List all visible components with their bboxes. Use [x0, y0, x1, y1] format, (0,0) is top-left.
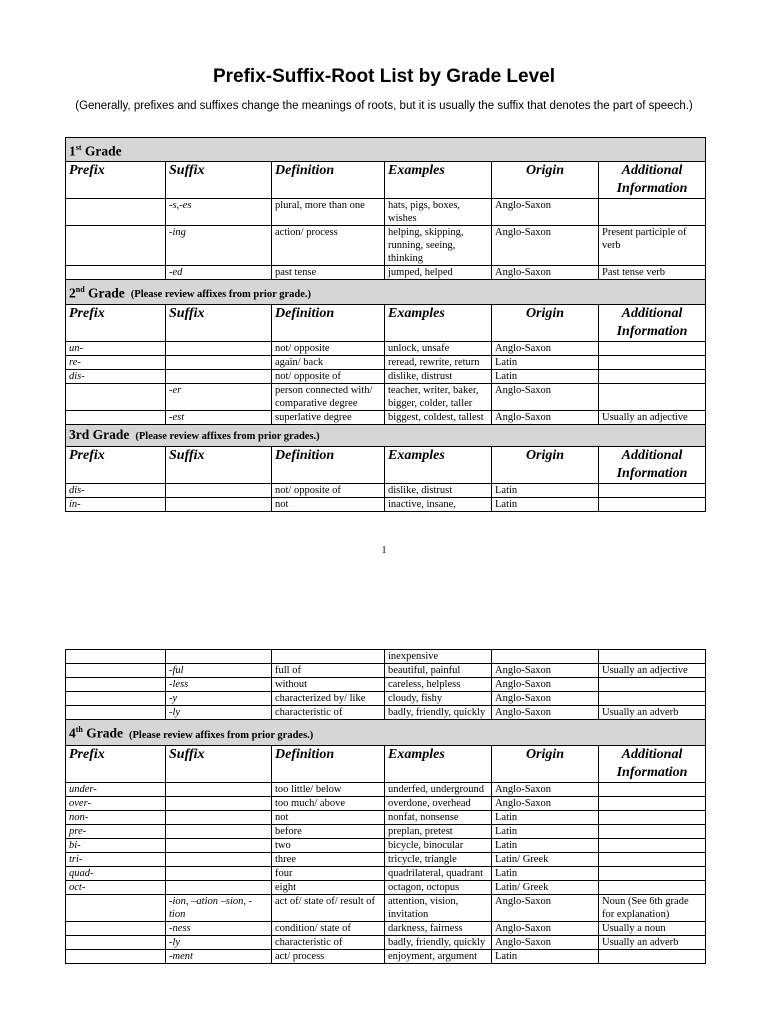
cell-examples: attention, vision, invitation	[385, 894, 492, 921]
header-prefix: Prefix	[66, 161, 166, 198]
cell-definition: eight	[272, 880, 385, 894]
cell-examples: nonfat, nonsense	[385, 810, 492, 824]
header-examples: Examples	[385, 447, 492, 484]
table-row	[66, 342, 706, 356]
table-row	[66, 921, 706, 935]
cell-origin: Latin/ Greek	[492, 880, 599, 894]
cell-prefix: dis-	[66, 484, 166, 498]
cell-examples: preplan, pretest	[385, 824, 492, 838]
cell-additional-information	[599, 356, 706, 370]
cell-prefix	[66, 650, 166, 664]
table-row	[66, 935, 706, 949]
table-row	[66, 484, 706, 498]
cell-definition: not	[272, 810, 385, 824]
cell-additional-information	[599, 824, 706, 838]
cell-prefix	[66, 384, 166, 411]
cell-additional-information	[599, 342, 706, 356]
cell-definition: not/ opposite	[272, 342, 385, 356]
cell-additional-information	[599, 692, 706, 706]
grade-heading-row	[66, 425, 706, 447]
cell-examples: bicycle, binocular	[385, 838, 492, 852]
cell-origin: Anglo-Saxon	[492, 782, 599, 796]
cell-examples: octagon, octopus	[385, 880, 492, 894]
table-row	[66, 810, 706, 824]
cell-definition: too much/ above	[272, 796, 385, 810]
cell-origin: Anglo-Saxon	[492, 921, 599, 935]
table-row	[66, 838, 706, 852]
cell-examples: underfed, underground	[385, 782, 492, 796]
cell-additional-information: Usually an adjective	[599, 411, 706, 425]
cell-definition: before	[272, 824, 385, 838]
cell-suffix: -s,-es	[166, 198, 272, 225]
cell-origin: Anglo-Saxon	[492, 692, 599, 706]
table-row	[66, 782, 706, 796]
header-suffix: Suffix	[166, 745, 272, 782]
cell-prefix	[66, 198, 166, 225]
cell-origin: Latin	[492, 810, 599, 824]
header-definition: Definition	[272, 447, 385, 484]
table-row	[66, 852, 706, 866]
grade-note: (Please review affixes from prior grade.)	[130, 289, 311, 300]
header-examples: Examples	[385, 305, 492, 342]
grade-heading: 2nd Grade (Please review affixes from prior grade.)	[66, 279, 706, 305]
grade-heading-row	[66, 720, 706, 746]
cell-origin: Anglo-Saxon	[492, 198, 599, 225]
cell-definition: action/ process	[272, 225, 385, 265]
cell-definition: three	[272, 852, 385, 866]
column-header-row	[66, 161, 706, 198]
cell-origin: Anglo-Saxon	[492, 342, 599, 356]
cell-origin: Latin	[492, 824, 599, 838]
column-header-row	[66, 305, 706, 342]
table-row	[66, 706, 706, 720]
header-origin: Origin	[492, 161, 599, 198]
cell-origin: Latin	[492, 484, 599, 498]
cell-prefix: re-	[66, 356, 166, 370]
cell-origin: Latin	[492, 866, 599, 880]
cell-prefix: non-	[66, 810, 166, 824]
cell-prefix: pre-	[66, 824, 166, 838]
cell-suffix	[166, 810, 272, 824]
table-row	[66, 949, 706, 963]
cell-additional-information	[599, 650, 706, 664]
header-additional-information: Additional Information	[599, 447, 706, 484]
cell-suffix: -ful	[166, 664, 272, 678]
cell-examples: quadrilateral, quadrant	[385, 866, 492, 880]
table-row	[66, 664, 706, 678]
header-origin: Origin	[492, 447, 599, 484]
header-prefix: Prefix	[66, 447, 166, 484]
cell-examples: helping, skipping, running, seeing, thinking	[385, 225, 492, 265]
table-row	[66, 498, 706, 512]
cell-suffix	[166, 498, 272, 512]
cell-examples: badly, friendly, quickly	[385, 935, 492, 949]
grade-note: (Please review affixes from prior grades.)	[135, 431, 320, 442]
cell-definition: again/ back	[272, 356, 385, 370]
table-row	[66, 692, 706, 706]
cell-definition: act of/ state of/ result of	[272, 894, 385, 921]
cell-examples: careless, helpless	[385, 678, 492, 692]
cell-origin: Latin	[492, 370, 599, 384]
table-row	[66, 225, 706, 265]
grade-note: (Please review affixes from prior grades.)	[129, 729, 314, 741]
cell-origin: Anglo-Saxon	[492, 935, 599, 949]
header-definition: Definition	[272, 161, 385, 198]
cell-additional-information: Usually a noun	[599, 921, 706, 935]
cell-additional-information: Usually an adverb	[599, 706, 706, 720]
table-row	[66, 866, 706, 880]
cell-suffix	[166, 484, 272, 498]
cell-prefix: oct-	[66, 880, 166, 894]
cell-prefix: tri-	[66, 852, 166, 866]
cell-suffix: -less	[166, 678, 272, 692]
header-prefix: Prefix	[66, 305, 166, 342]
cell-prefix: quad-	[66, 866, 166, 880]
cell-additional-information	[599, 810, 706, 824]
cell-additional-information	[599, 498, 706, 512]
cell-suffix	[166, 342, 272, 356]
grade-heading: 3rd Grade (Please review affixes from prior grades.)	[66, 425, 706, 447]
page-title: Prefix-Suffix-Root List by Grade Level	[212, 66, 556, 87]
cell-additional-information	[599, 384, 706, 411]
cell-origin: Latin	[492, 498, 599, 512]
cell-examples: jumped, helped	[385, 265, 492, 279]
cell-suffix: -ed	[166, 265, 272, 279]
grade-heading-row	[66, 138, 706, 162]
affix-table-page-1	[65, 137, 706, 512]
cell-additional-information	[599, 949, 706, 963]
cell-prefix: over-	[66, 796, 166, 810]
cell-origin: Latin	[492, 838, 599, 852]
cell-prefix	[66, 894, 166, 921]
table-row	[66, 678, 706, 692]
header-suffix: Suffix	[166, 161, 272, 198]
cell-origin: Anglo-Saxon	[492, 796, 599, 810]
grade-ordinal-suffix: st	[75, 143, 82, 152]
cell-prefix: bi-	[66, 838, 166, 852]
cell-additional-information	[599, 370, 706, 384]
cell-examples: inactive, insane,	[385, 498, 492, 512]
cell-additional-information: Present participle of verb	[599, 225, 706, 265]
cell-examples: reread, rewrite, return	[385, 356, 492, 370]
cell-origin: Anglo-Saxon	[492, 411, 599, 425]
header-definition: Definition	[272, 305, 385, 342]
cell-definition: not/ opposite of	[272, 484, 385, 498]
cell-suffix	[166, 370, 272, 384]
cell-examples: dislike, distrust	[385, 370, 492, 384]
cell-suffix: -ion, –ation –sion, -tion	[166, 894, 272, 921]
header-definition: Definition	[272, 745, 385, 782]
table-row	[66, 265, 706, 279]
cell-prefix	[66, 949, 166, 963]
page-number: 1	[381, 545, 387, 556]
cell-origin: Anglo-Saxon	[492, 265, 599, 279]
cell-definition: full of	[272, 664, 385, 678]
table-row	[66, 796, 706, 810]
cell-additional-information	[599, 782, 706, 796]
cell-suffix: -y	[166, 692, 272, 706]
grade-heading-row	[66, 279, 706, 305]
cell-suffix	[166, 650, 272, 664]
cell-examples: biggest, coldest, tallest	[385, 411, 492, 425]
cell-prefix	[66, 678, 166, 692]
cell-suffix	[166, 782, 272, 796]
column-header-row	[66, 447, 706, 484]
cell-additional-information	[599, 484, 706, 498]
cell-definition: four	[272, 866, 385, 880]
cell-definition: not	[272, 498, 385, 512]
cell-examples: badly, friendly, quickly	[385, 706, 492, 720]
cell-suffix: -ly	[166, 935, 272, 949]
cell-definition: without	[272, 678, 385, 692]
grade-heading: 1st Grade	[66, 138, 706, 162]
header-examples: Examples	[385, 161, 492, 198]
cell-suffix	[166, 356, 272, 370]
table-row	[66, 198, 706, 225]
cell-definition	[272, 650, 385, 664]
affix-table-page-2	[65, 649, 706, 964]
grade-ordinal-suffix: th	[75, 725, 83, 734]
cell-definition: past tense	[272, 265, 385, 279]
table-row	[66, 370, 706, 384]
cell-origin: Anglo-Saxon	[492, 678, 599, 692]
cell-additional-information	[599, 796, 706, 810]
cell-prefix	[66, 664, 166, 678]
cell-prefix: in-	[66, 498, 166, 512]
cell-prefix: under-	[66, 782, 166, 796]
cell-suffix: -est	[166, 411, 272, 425]
cell-definition: too little/ below	[272, 782, 385, 796]
cell-definition: act/ process	[272, 949, 385, 963]
cell-examples: teacher, writer, baker, bigger, colder, taller	[385, 384, 492, 411]
cell-prefix	[66, 265, 166, 279]
cell-suffix: -er	[166, 384, 272, 411]
cell-definition: plural, more than one	[272, 198, 385, 225]
cell-prefix: un-	[66, 342, 166, 356]
cell-origin: Anglo-Saxon	[492, 225, 599, 265]
cell-prefix	[66, 692, 166, 706]
table-row	[66, 356, 706, 370]
table-row	[66, 650, 706, 664]
grade-heading: 4th Grade (Please review affixes from prior grades.)	[66, 720, 706, 746]
cell-examples: beautiful, painful	[385, 664, 492, 678]
page-subtitle: (Generally, prefixes and suffixes change the meanings of roots, but it is usually the suffix that denotes the part of speech.)	[75, 100, 693, 112]
header-examples: Examples	[385, 745, 492, 782]
cell-definition: person connected with/ comparative degree	[272, 384, 385, 411]
cell-origin	[492, 650, 599, 664]
cell-additional-information: Usually an adverb	[599, 935, 706, 949]
header-suffix: Suffix	[166, 447, 272, 484]
cell-suffix	[166, 880, 272, 894]
cell-origin: Anglo-Saxon	[492, 664, 599, 678]
cell-examples: unlock, unsafe	[385, 342, 492, 356]
column-header-row	[66, 745, 706, 782]
header-origin: Origin	[492, 305, 599, 342]
cell-prefix: dis-	[66, 370, 166, 384]
table-row	[66, 894, 706, 921]
cell-origin: Latin	[492, 356, 599, 370]
cell-definition: characterized by/ like	[272, 692, 385, 706]
cell-examples: cloudy, fishy	[385, 692, 492, 706]
cell-definition: characteristic of	[272, 706, 385, 720]
cell-examples: tricycle, triangle	[385, 852, 492, 866]
cell-suffix	[166, 866, 272, 880]
cell-suffix: -ing	[166, 225, 272, 265]
cell-examples: inexpensive	[385, 650, 492, 664]
cell-suffix	[166, 852, 272, 866]
cell-definition: characteristic of	[272, 935, 385, 949]
cell-definition: two	[272, 838, 385, 852]
cell-examples: darkness, fairness	[385, 921, 492, 935]
grade-ordinal-suffix: nd	[75, 284, 85, 294]
cell-prefix	[66, 706, 166, 720]
cell-additional-information	[599, 866, 706, 880]
cell-suffix: -ment	[166, 949, 272, 963]
table-row	[66, 880, 706, 894]
header-additional-information: Additional Information	[599, 305, 706, 342]
cell-additional-information	[599, 678, 706, 692]
cell-suffix: -ly	[166, 706, 272, 720]
cell-origin: Anglo-Saxon	[492, 384, 599, 411]
cell-additional-information: Past tense verb	[599, 265, 706, 279]
cell-additional-information	[599, 838, 706, 852]
cell-additional-information	[599, 198, 706, 225]
cell-origin: Latin	[492, 949, 599, 963]
cell-prefix	[66, 921, 166, 935]
header-origin: Origin	[492, 745, 599, 782]
cell-origin: Anglo-Saxon	[492, 706, 599, 720]
cell-prefix	[66, 935, 166, 949]
cell-definition: condition/ state of	[272, 921, 385, 935]
cell-suffix	[166, 838, 272, 852]
cell-additional-information: Usually an adjective	[599, 664, 706, 678]
header-prefix: Prefix	[66, 745, 166, 782]
cell-additional-information	[599, 852, 706, 866]
cell-examples: enjoyment, argument	[385, 949, 492, 963]
cell-origin: Latin/ Greek	[492, 852, 599, 866]
cell-origin: Anglo-Saxon	[492, 894, 599, 921]
cell-prefix	[66, 225, 166, 265]
cell-examples: hats, pigs, boxes, wishes	[385, 198, 492, 225]
cell-examples: overdone, overhead	[385, 796, 492, 810]
cell-definition: not/ opposite of	[272, 370, 385, 384]
table-row	[66, 824, 706, 838]
header-additional-information: Additional Information	[599, 161, 706, 198]
header-suffix: Suffix	[166, 305, 272, 342]
cell-additional-information: Noun (See 6th grade for explanation)	[599, 894, 706, 921]
cell-suffix	[166, 824, 272, 838]
header-additional-information: Additional Information	[599, 745, 706, 782]
cell-examples: dislike, distrust	[385, 484, 492, 498]
cell-suffix: -ness	[166, 921, 272, 935]
cell-suffix	[166, 796, 272, 810]
cell-definition: superlative degree	[272, 411, 385, 425]
cell-prefix	[66, 411, 166, 425]
table-row	[66, 384, 706, 411]
table-row	[66, 411, 706, 425]
cell-additional-information	[599, 880, 706, 894]
